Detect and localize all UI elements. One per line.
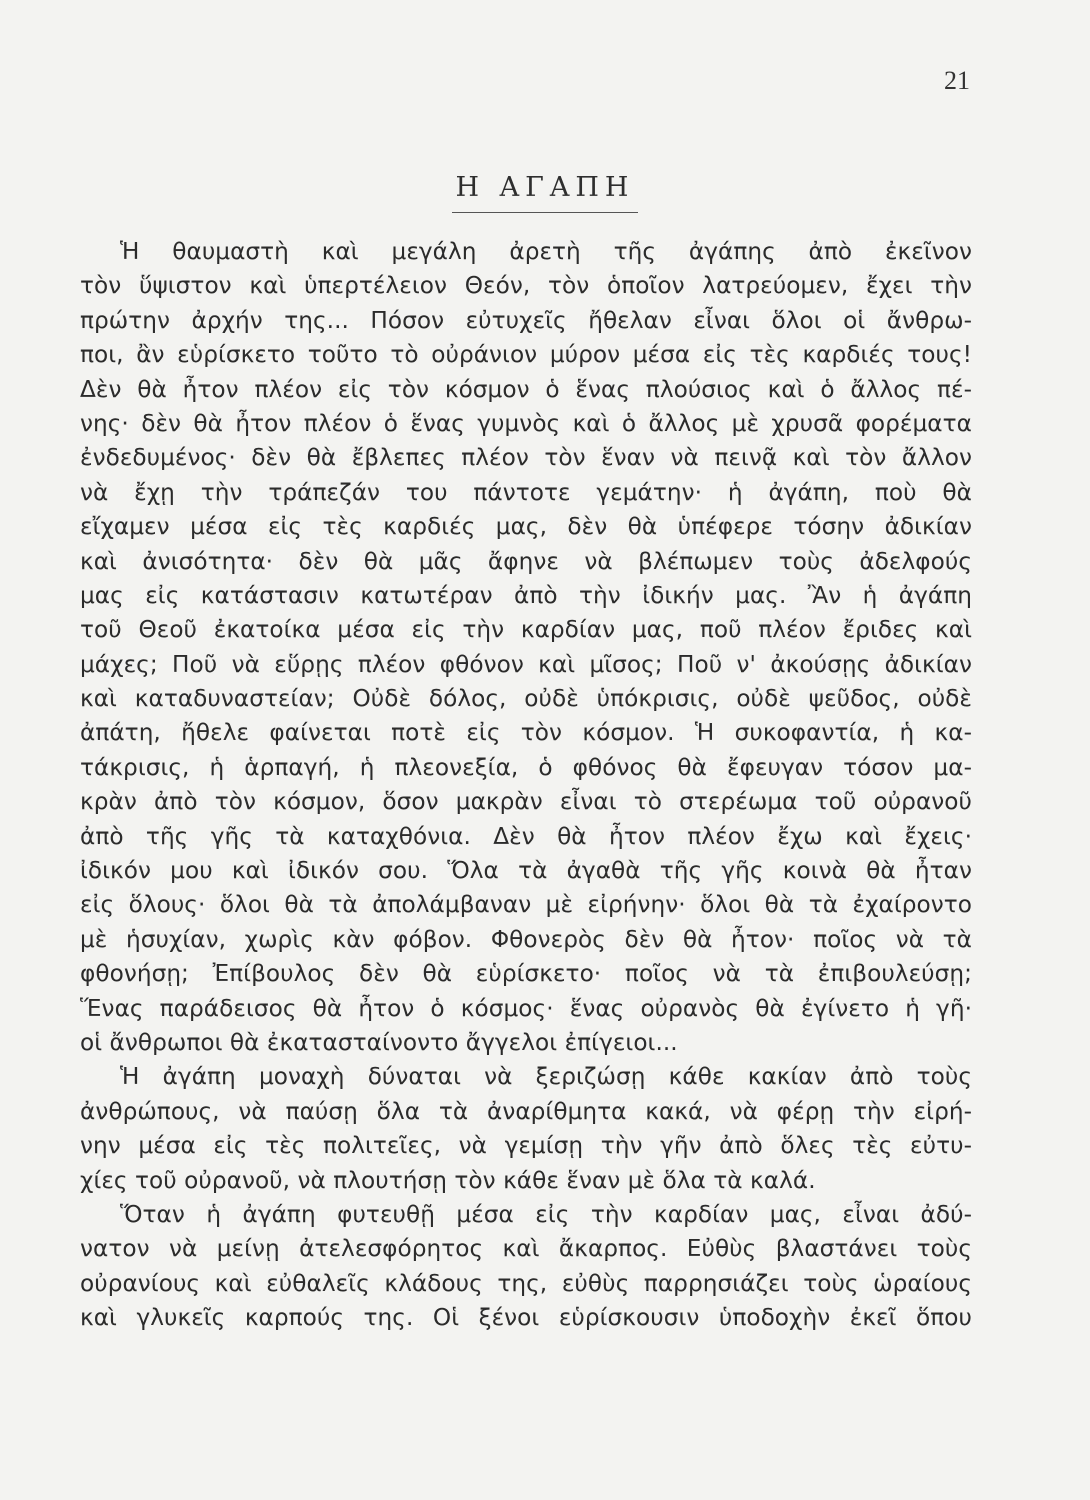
body-text (80, 235, 972, 1336)
text-line: χίες τοῦ οὐρανοῦ, νὰ πλουτήσῃ τὸν κάθε ἕναν μὲ ὅλα τὰ καλά. (80, 1166, 816, 1194)
text-line: οἱ ἄνθρωποι θὰ ἐκατασταίνοντο ἄγγελοι ἐπίγειοι... (80, 1028, 678, 1056)
text-line: ἐνδεδυμένος· δὲν θὰ ἔβλεπες πλέον τὸν ἕναν νὰ πεινᾷ καὶ τὸν ἄλλον (80, 444, 972, 472)
text-line: οὐρανίους καὶ εὐθαλεῖς κλάδους της, εὐθὺς παρρησιάζει τοὺς ὡραίους (80, 1269, 972, 1297)
text-line: νης· δὲν θὰ ἦτον πλέον ὁ ἕνας γυμνὸς καὶ ὁ ἄλλος μὲ χρυσᾶ φορέματα (80, 409, 972, 437)
text-line: μας εἰς κατάστασιν κατωτέραν ἀπὸ τὴν ἰδικήν μας. Ἂν ἡ ἀγάπη (80, 581, 972, 609)
text-line: νατον νὰ μείνῃ ἀτελεσφόρητος καὶ ἄκαρπος. Εὐθὺς βλαστάνει τοὺς (80, 1235, 972, 1263)
text-line: Ὅταν ἡ ἀγάπη φυτευθῇ μέσα εἰς τὴν καρδίαν μας, εἶναι ἀδύ- (120, 1200, 972, 1228)
text-line: ἰδικόν μου καὶ ἰδικόν σου. Ὅλα τὰ ἀγαθὰ τῆς γῆς κοινὰ θὰ ἦταν (80, 857, 972, 885)
text-line: εἴχαμεν μέσα εἰς τὲς καρδιές μας, δὲν θὰ ὑπέφερε τόσην ἀδικίαν (80, 513, 972, 541)
text-line: τὸν ὕψιστον καὶ ὑπερτέλειον Θεόν, τὸν ὁποῖον λατρεύομεν, ἔχει τὴν (80, 272, 972, 300)
text-line: φθονήσῃ; Ἐπίβουλος δὲν θὰ εὑρίσκετο· ποῖος νὰ τὰ ἐπιβουλεύσῃ; (80, 960, 972, 988)
page-number: 21 (944, 66, 970, 95)
text-line: τοῦ Θεοῦ ἐκατοίκα μέσα εἰς τὴν καρδίαν μας, ποῦ πλέον ἔριδες καὶ (80, 616, 972, 644)
text-line: Ἡ ἀγάπη μοναχὴ δύναται νὰ ξεριζώσῃ κάθε κακίαν ἀπὸ τοὺς (120, 1063, 972, 1091)
text-line: νὰ ἔχῃ τὴν τράπεζάν του πάντοτε γεμάτην· ἡ ἀγάπη, ποὺ θὰ (80, 478, 972, 506)
text-line: μὲ ἡσυχίαν, χωρὶς κὰν φόβον. Φθονερὸς δὲν θὰ ἦτον· ποῖος νὰ τὰ (80, 925, 972, 953)
text-line: ποι, ἂν εὑρίσκετο τοῦτο τὸ οὐράνιον μύρον μέσα εἰς τὲς καρδιές τους! (80, 341, 972, 369)
chapter-title: Η ΑΓΑΠΗ (455, 172, 635, 203)
text-line: κρὰν ἀπὸ τὸν κόσμον, ὅσον μακρὰν εἶναι τὸ στερέωμα τοῦ οὐρανοῦ (80, 788, 972, 816)
text-line: νην μέσα εἰς τὲς πολιτεῖες, νὰ γεμίσῃ τὴν γῆν ἀπὸ ὅλες τὲς εὐτυ- (80, 1132, 972, 1160)
text-line: πρώτην ἀρχήν της... Πόσον εὐτυχεῖς ἤθελαν εἶναι ὅλοι οἱ ἄνθρω- (80, 306, 972, 334)
text-line: Ἕνας παράδεισος θὰ ἦτον ὁ κόσμος· ἕνας οὐρανὸς θὰ ἐγίνετο ἡ γῆ· (80, 994, 972, 1022)
text-line: τάκρισις, ἡ ἁρπαγή, ἡ πλεονεξία, ὁ φθόνος θὰ ἔφευγαν τόσον μα- (80, 753, 972, 781)
text-line: ἀπὸ τῆς γῆς τὰ καταχθόνια. Δὲν θὰ ἦτον πλέον ἔχω καὶ ἔχεις· (80, 822, 972, 850)
text-line: μάχες; Ποῦ νὰ εὕρῃς πλέον φθόνον καὶ μῖσος; Ποῦ ν' ἀκούσῃς ἀδικίαν (80, 650, 972, 678)
text-line: εἰς ὅλους· ὅλοι θὰ τὰ ἀπολάμβαναν μὲ εἰρήνην· ὅλοι θὰ τὰ ἐχαίροντο (80, 891, 972, 919)
text-line: καὶ καταδυναστείαν; Οὐδὲ δόλος, οὐδὲ ὑπόκρισις, οὐδὲ ψεῦδος, οὐδὲ (80, 685, 972, 713)
text-line: Δὲν θὰ ἦτον πλέον εἰς τὸν κόσμον ὁ ἕνας πλούσιος καὶ ὁ ἄλλος πέ- (80, 375, 972, 403)
text-line: ἀνθρώπους, νὰ παύσῃ ὅλα τὰ ἀναρίθμητα κακά, νὰ φέρῃ τὴν εἰρή- (80, 1097, 972, 1125)
title-underline (452, 212, 638, 213)
text-line: ἀπάτη, ἤθελε φαίνεται ποτὲ εἰς τὸν κόσμον. Ἡ συκοφαντία, ἡ κα- (80, 719, 972, 747)
text-line: Ἡ θαυμαστὴ καὶ μεγάλη ἀρετὴ τῆς ἀγάπης ἀπὸ ἐκεῖνον (120, 238, 972, 265)
text-line: καὶ γλυκεῖς καρπούς της. Οἱ ξένοι εὑρίσκουσιν ὑποδοχὴν ἐκεῖ ὅπου (80, 1304, 972, 1332)
text-line: καὶ ἀνισότητα· δὲν θὰ μᾶς ἄφηνε νὰ βλέπωμεν τοὺς ἀδελφούς (80, 547, 972, 575)
